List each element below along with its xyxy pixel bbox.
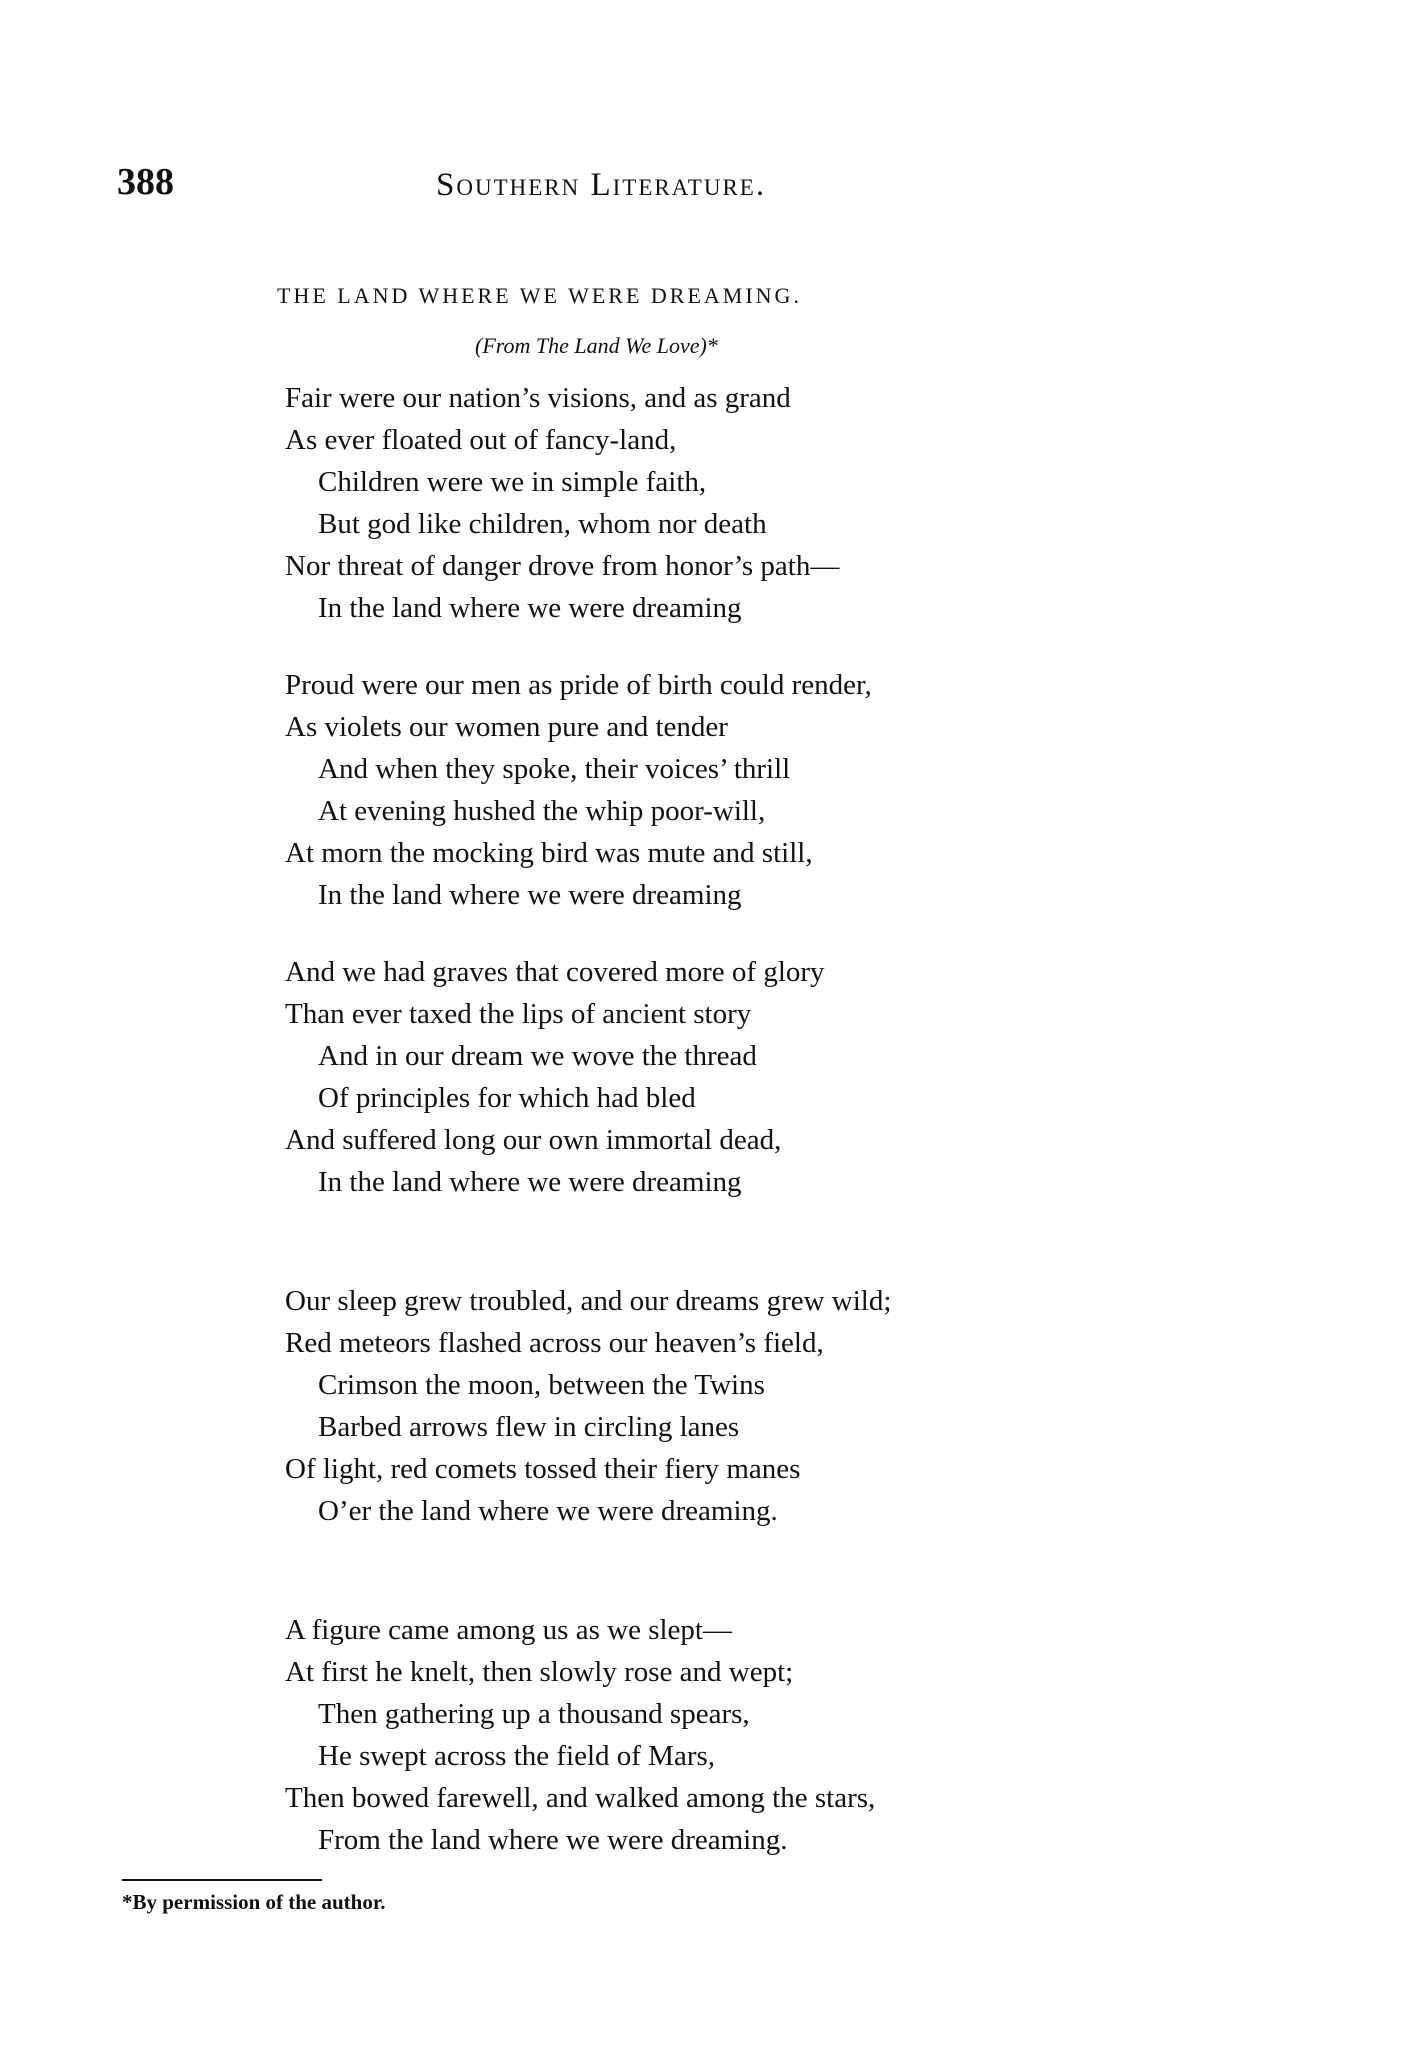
poem-line: O’er the land where we were dreaming. <box>318 1495 778 1527</box>
poem-line: As violets our women pure and tender <box>285 711 728 743</box>
poem-line: And in our dream we wove the thread <box>318 1040 757 1072</box>
poem-line: In the land where we were dreaming <box>318 1166 742 1198</box>
poem-line: But god like children, whom nor death <box>318 508 767 540</box>
poem-title: THE LAND WHERE WE WERE DREAMING. <box>277 283 802 308</box>
footnote-rule <box>122 1879 322 1881</box>
poem-line: Then bowed farewell, and walked among the stars, <box>285 1782 876 1814</box>
poem-line: Of light, red comets tossed their fiery manes <box>285 1453 801 1485</box>
poem-line: Proud were our men as pride of birth could render, <box>285 669 872 701</box>
poem-line: Crimson the moon, between the Twins <box>318 1369 765 1401</box>
poem-line: From the land where we were dreaming. <box>318 1824 788 1856</box>
poem-line: Than ever taxed the lips of ancient story <box>285 998 752 1030</box>
poem-line: At first he knelt, then slowly rose and wept; <box>285 1656 794 1688</box>
poem-line: As ever floated out of fancy-land, <box>285 424 677 456</box>
poem-line: Our sleep grew troubled, and our dreams grew wild; <box>285 1285 892 1317</box>
poem-line: Fair were our nation’s visions, and as grand <box>285 382 791 414</box>
poem-source: (From The Land We Love)* <box>475 333 718 358</box>
poem-line: Red meteors flashed across our heaven’s field, <box>285 1327 824 1359</box>
poem-line: Barbed arrows flew in circling lanes <box>318 1411 740 1443</box>
poem-line: Nor threat of danger drove from honor’s path— <box>285 550 840 582</box>
poem-line: And suffered long our own immortal dead, <box>285 1124 782 1156</box>
poem-line: He swept across the field of Mars, <box>318 1740 716 1772</box>
poem-line: In the land where we were dreaming <box>318 592 742 624</box>
poem-line: Of principles for which had bled <box>318 1082 696 1114</box>
poem-line: And when they spoke, their voices’ thrill <box>318 753 791 785</box>
page-number: 388 <box>117 161 174 203</box>
poem-line: In the land where we were dreaming <box>318 879 742 911</box>
poem-line: At evening hushed the whip poor-will, <box>318 795 766 827</box>
poem-line: A figure came among us as we slept— <box>285 1614 732 1646</box>
poem-line: Then gathering up a thousand spears, <box>318 1698 750 1730</box>
poem-line: At morn the mocking bird was mute and still, <box>285 837 813 869</box>
running-head: Southern Literature. <box>436 167 767 203</box>
poem-line: And we had graves that covered more of glory <box>285 956 825 988</box>
footnote: *By permission of the author. <box>122 1890 386 1914</box>
poem-line: Children were we in simple faith, <box>318 466 707 498</box>
